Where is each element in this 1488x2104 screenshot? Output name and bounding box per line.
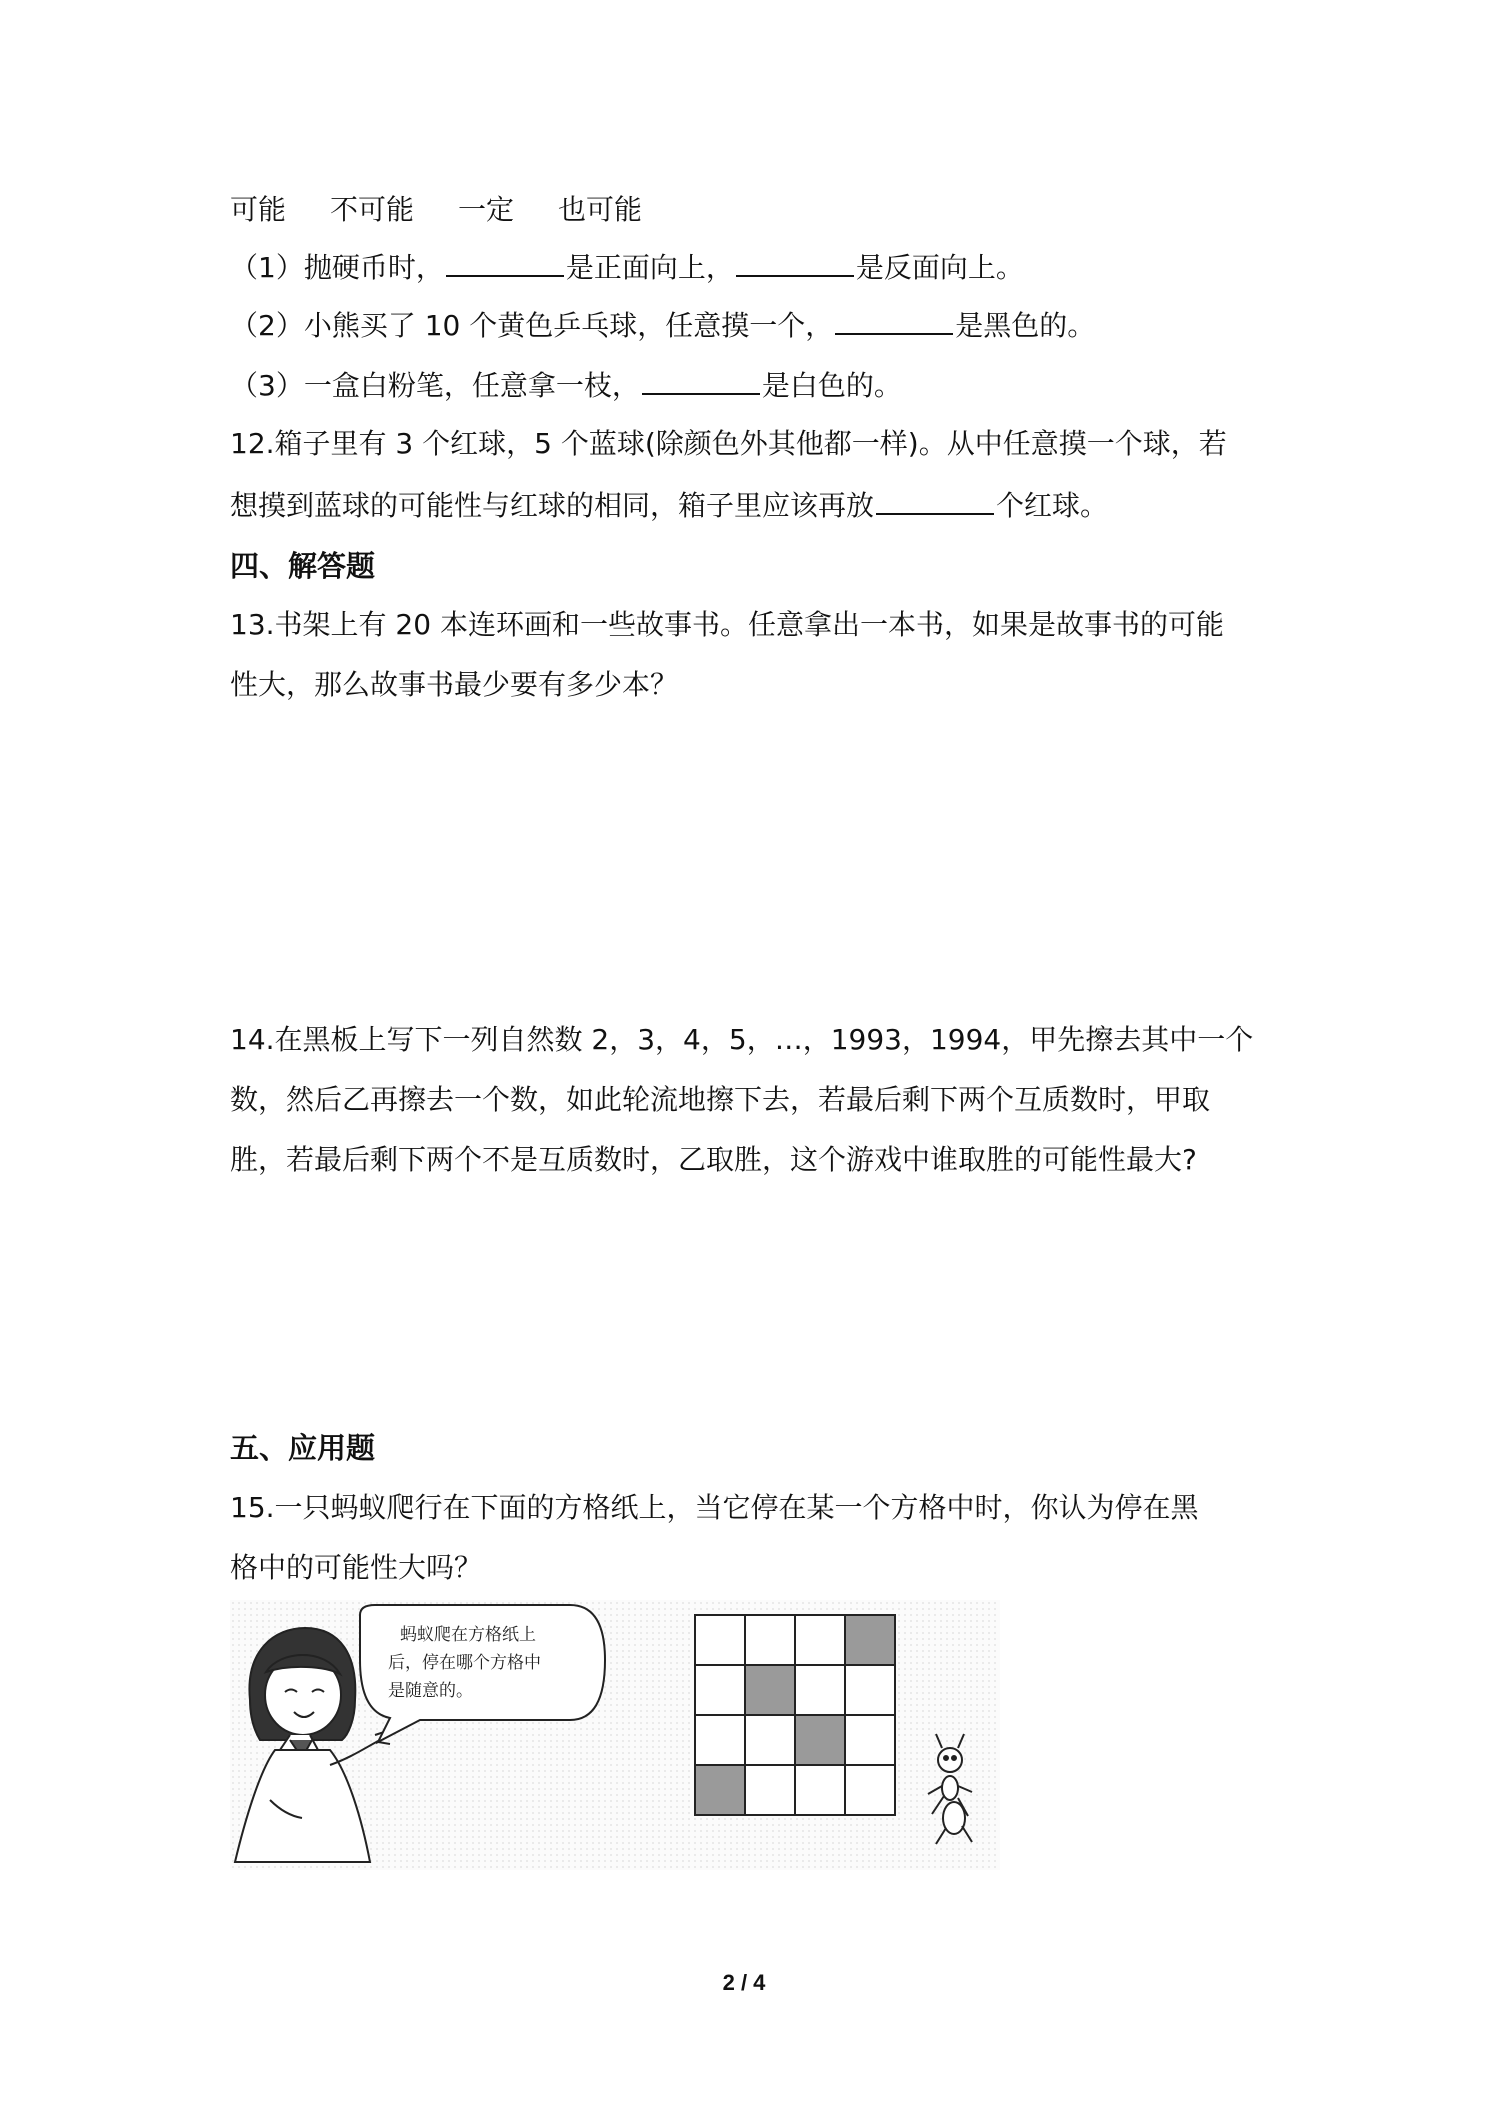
- question-14-line1: 14.在黑板上写下一列自然数 2，3，4，5，…，1993，1994，甲先擦去其中一个: [230, 1023, 1254, 1056]
- question-text: 是反面向上。: [855, 251, 1024, 284]
- option-word: 不可能: [330, 193, 415, 226]
- grid-cell-white: [695, 1615, 745, 1665]
- speech-bubble: [360, 1605, 605, 1742]
- question-12-line1: 12.箱子里有 3 个红球，5 个蓝球(除颜色外其他都一样)。从中任意摸一个球，若: [230, 427, 1227, 460]
- question-11-3: [230, 366, 902, 406]
- grid-cell-white: [795, 1665, 845, 1715]
- section-heading-5: 五、应用题: [230, 1431, 376, 1465]
- grid-cell-white: [695, 1665, 745, 1715]
- grid-cell-black: [795, 1715, 845, 1765]
- question-text: 是正面向上，: [565, 251, 734, 284]
- question-text: （2）小熊买了 10 个黄色乒乓球，任意摸一个，: [230, 309, 834, 342]
- grid-cell-white: [845, 1715, 895, 1765]
- question-11-1: [230, 248, 1024, 288]
- question-12-line2: [230, 486, 1108, 526]
- grid-cell-white: [745, 1615, 795, 1665]
- grid-cell-white: [845, 1665, 895, 1715]
- option-word: 可能: [230, 193, 287, 226]
- grid-cell-white: [745, 1715, 795, 1765]
- ant-illustration: [928, 1734, 972, 1844]
- speech-text: 后，停在哪个方格中: [388, 1653, 541, 1673]
- question-15-line1: 15.一只蚂蚁爬行在下面的方格纸上，当它停在某一个方格中时，你认为停在黑: [230, 1491, 1199, 1524]
- question-15-line2: 格中的可能性大吗？: [230, 1551, 483, 1584]
- section-heading-4: 四、解答题: [230, 549, 376, 583]
- question-text: （3）一盒白粉笔，任意拿一枝，: [230, 369, 640, 402]
- grid-cell-white: [795, 1765, 845, 1815]
- answer-blank[interactable]: [642, 367, 760, 395]
- grid-cell-black: [695, 1765, 745, 1815]
- question-text: 想摸到蓝球的可能性与红球的相同，箱子里应该再放: [230, 489, 875, 522]
- illustration-svg: [230, 1600, 1000, 1870]
- option-word: 一定: [458, 193, 515, 226]
- illustration-panel: [230, 1600, 1000, 1870]
- word-options: [230, 190, 686, 230]
- question-13-line1: 13.书架上有 20 本连环画和一些故事书。任意拿出一本书，如果是故事书的可能: [230, 608, 1224, 641]
- grid-cell-white: [695, 1715, 745, 1765]
- grid-cell-white: [845, 1765, 895, 1815]
- speech-text: 是随意的。: [388, 1681, 473, 1701]
- grid-cell-black: [745, 1665, 795, 1715]
- page-number: 2 / 4: [722, 1970, 766, 1995]
- question-13-line2: 性大，那么故事书最少要有多少本？: [230, 668, 679, 701]
- answer-blank[interactable]: [876, 487, 994, 515]
- grid-cell-white: [795, 1615, 845, 1665]
- answer-blank[interactable]: [835, 307, 953, 335]
- question-14-line2: 数，然后乙再擦去一个数，如此轮流地擦下去，若最后剩下两个互质数时，甲取: [230, 1083, 1211, 1116]
- answer-blank[interactable]: [446, 249, 564, 277]
- grid-cell-black: [845, 1615, 895, 1665]
- question-text: 是黑色的。: [955, 309, 1096, 342]
- square-grid: [695, 1615, 895, 1815]
- question-text: （1）抛硬币时，: [230, 251, 444, 284]
- question-11-2: [230, 306, 1095, 346]
- question-text: 个红球。: [996, 489, 1109, 522]
- question-14-line3: 胜，若最后剩下两个不是互质数时，乙取胜，这个游戏中谁取胜的可能性最大?: [230, 1143, 1197, 1176]
- speech-text: 蚂蚁爬在方格纸上: [400, 1625, 536, 1645]
- answer-blank[interactable]: [736, 249, 854, 277]
- grid-cell-white: [745, 1765, 795, 1815]
- option-word: 也可能: [558, 193, 643, 226]
- question-text: 是白色的。: [761, 369, 902, 402]
